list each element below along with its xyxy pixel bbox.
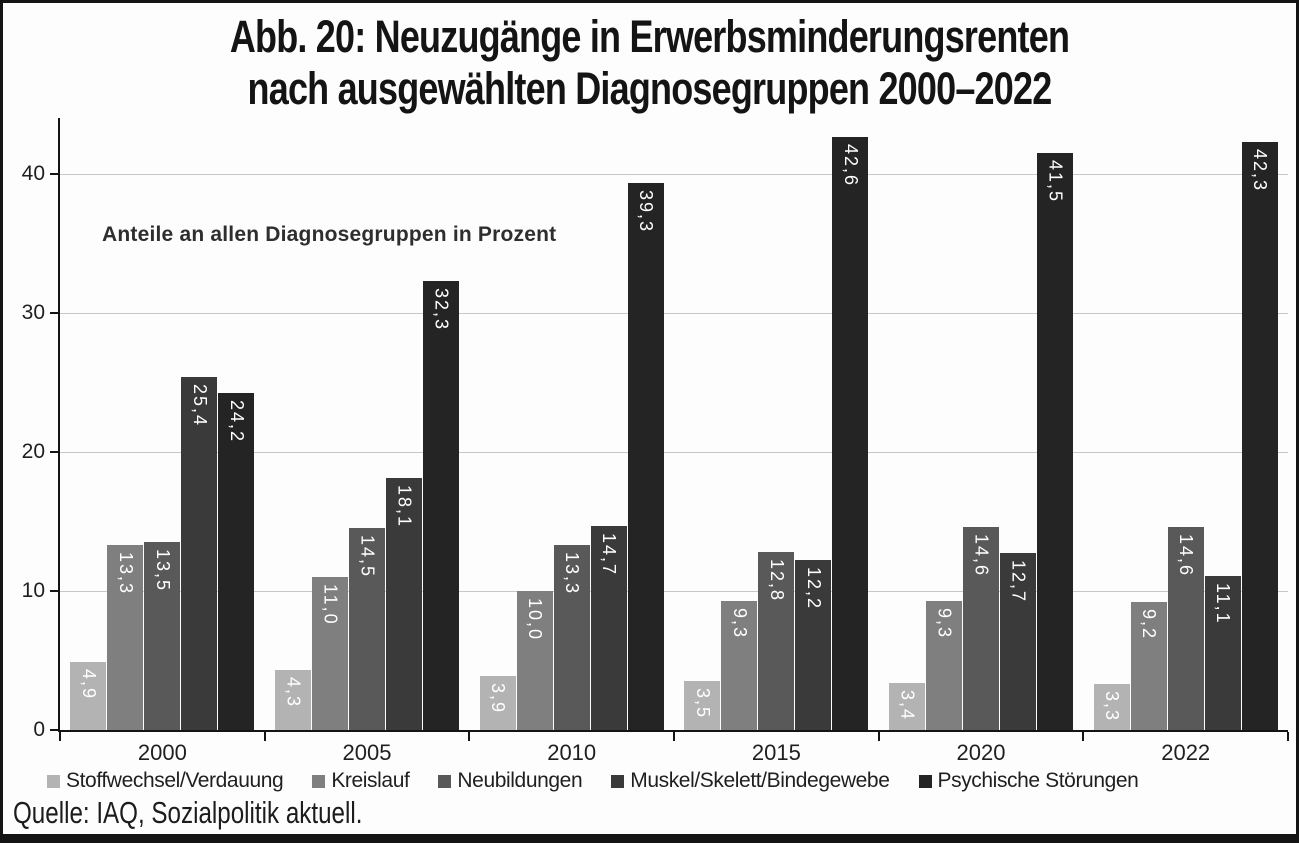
x-axis-label-2000: 2000 [137,740,187,765]
bar-stoffwechsel-verdauung-2005 [275,670,311,730]
bar-value-label: 4,3 [283,677,304,709]
y-axis-tick-label-20: 20 [21,439,45,463]
bar-psychische-stoerungen-2010 [628,183,664,730]
legend-label: Stoffwechsel/Verdauung [66,769,284,792]
bar-value-label: 24,2 [226,400,247,444]
bar-value-label: 12,7 [1008,560,1029,604]
bar-kreislauf-2022 [1131,602,1167,730]
bar-value-label: 3,5 [692,688,713,720]
legend-item-muskel-skelett-bindegewebe [611,769,889,793]
bar-muskel-skelett-bindegewebe-2000 [181,377,217,730]
y-axis-tick-40 [50,173,58,175]
legend-swatch-muskel-skelett-bindegewebe [611,775,624,788]
bar-value-label: 10,0 [525,597,546,641]
bar-stoffwechsel-verdauung-2020 [889,683,925,730]
bar-kreislauf-2010 [517,591,553,730]
bar-stoffwechsel-verdauung-2000 [70,662,106,730]
x-axis-tick-4 [878,732,880,741]
bar-value-label: 41,5 [1045,159,1066,203]
bar-value-label: 3,3 [1102,691,1123,723]
bar-group-2022 [1083,118,1288,730]
bar-psychische-stoerungen-2020 [1037,153,1073,730]
x-axis-tick-2 [468,732,470,741]
bar-value-label: 12,2 [803,567,824,611]
bar-value-label: 3,4 [897,689,918,721]
chart-title-line2: nach ausgewählten Diagnosegruppen 2000–2022 [247,63,1052,115]
bar-value-label: 13,5 [152,549,173,593]
y-axis-tick-label-0: 0 [33,718,45,741]
x-axis-tick-3 [673,732,675,741]
axis-note: Anteile an allen Diagnosegruppen in Prozent [102,223,557,246]
bar-muskel-skelett-bindegewebe-2022 [1205,576,1241,730]
legend [47,769,1290,793]
bar-kreislauf-2000 [107,545,143,730]
bar-value-label: 14,6 [1176,533,1197,577]
bar-value-label: 25,4 [189,383,210,427]
x-axis-tick-5 [1082,732,1084,741]
bar-value-label: 13,3 [562,552,583,596]
bar-group-2020 [879,118,1084,730]
bar-value-label: 12,8 [766,558,787,603]
legend-item-neubildungen [438,769,582,793]
legend-item-kreislauf [312,769,409,793]
y-axis-tick-0 [50,729,58,731]
legend-label: Neubildungen [457,769,583,792]
bar-neubildungen-2005 [349,528,385,730]
x-axis-label-2015: 2015 [751,740,801,765]
legend-label: Kreislauf [331,769,410,792]
bar-group-2000 [60,118,265,730]
y-axis-tick-10 [50,590,58,592]
bar-neubildungen-2015 [758,552,794,730]
bar-kreislauf-2005 [312,577,348,730]
bar-value-label: 18,1 [394,485,415,529]
y-axis-labels [3,118,45,741]
x-axis-tick-6 [1287,732,1289,741]
bar-stoffwechsel-verdauung-2022 [1094,684,1130,730]
x-axis-label-2022: 2022 [1161,740,1211,765]
x-axis-tick-0 [59,732,61,741]
y-axis-tick-label-40: 40 [21,161,45,185]
bar-group-2010 [469,118,674,730]
bar-neubildungen-2020 [963,527,999,730]
y-axis-tick-20 [50,451,58,453]
bar-neubildungen-2022 [1168,527,1204,730]
legend-swatch-stoffwechsel-verdauung [47,775,60,788]
bar-value-label: 14,5 [357,535,378,579]
bar-value-label: 14,6 [971,533,992,577]
bar-value-label: 9,3 [729,607,750,639]
bar-value-label: 14,7 [599,532,620,576]
plot-area [58,118,1288,732]
x-axis-tick-1 [264,732,266,741]
y-axis-tick-label-10: 10 [21,578,45,602]
y-axis-tick-label-30: 30 [21,300,45,324]
x-axis-label-2005: 2005 [342,740,392,765]
x-axis-labels [60,740,1288,766]
bar-muskel-skelett-bindegewebe-2005 [386,478,422,730]
legend-label: Psychische Störungen [937,769,1139,792]
bar-value-label: 39,3 [636,190,657,234]
bar-value-label: 9,3 [934,607,955,639]
bar-group-2015 [674,118,879,730]
source-caption: Quelle: IAQ, Sozialpolitik aktuell. [13,795,363,830]
bar-psychische-stoerungen-2000 [218,393,254,730]
bar-kreislauf-2015 [721,601,757,730]
x-axis-label-2020: 2020 [956,740,1006,765]
bar-psychische-stoerungen-2015 [832,137,868,730]
bar-muskel-skelett-bindegewebe-2015 [795,560,831,730]
legend-swatch-neubildungen [438,775,451,788]
bar-value-label: 32,3 [431,287,452,331]
bar-muskel-skelett-bindegewebe-2010 [591,526,627,730]
y-axis-tick-30 [50,312,58,314]
bar-value-label: 4,9 [78,668,99,700]
bar-value-label: 13,3 [115,552,136,596]
legend-label: Muskel/Skelett/Bindegewebe [630,769,890,792]
bar-value-label: 9,2 [1139,609,1160,641]
bar-muskel-skelett-bindegewebe-2020 [1000,553,1036,730]
bar-group-2005 [265,118,470,730]
bar-neubildungen-2010 [554,545,590,730]
bar-stoffwechsel-verdauung-2015 [684,681,720,730]
bar-value-label: 11,1 [1213,582,1234,625]
legend-swatch-kreislauf [312,775,325,788]
bar-groups [60,118,1288,730]
bar-kreislauf-2020 [926,601,962,730]
bar-value-label: 42,3 [1250,148,1271,192]
bar-neubildungen-2000 [144,542,180,730]
legend-swatch-psychische-stoerungen [919,775,932,788]
legend-item-stoffwechsel-verdauung [47,769,283,793]
x-axis-label-2010: 2010 [547,740,597,765]
bar-psychische-stoerungen-2005 [423,281,459,730]
chart-title-line1: Abb. 20: Neuzugänge in Erwerbsminderungsrenten [229,11,1070,62]
legend-item-psychische-stoerungen [919,769,1139,793]
chart-title [132,11,1166,115]
bar-value-label: 42,6 [840,144,861,188]
bar-stoffwechsel-verdauung-2010 [480,676,516,730]
bar-value-label: 3,9 [488,682,509,714]
bar-value-label: 11,0 [320,584,341,626]
bar-psychische-stoerungen-2022 [1242,142,1278,730]
